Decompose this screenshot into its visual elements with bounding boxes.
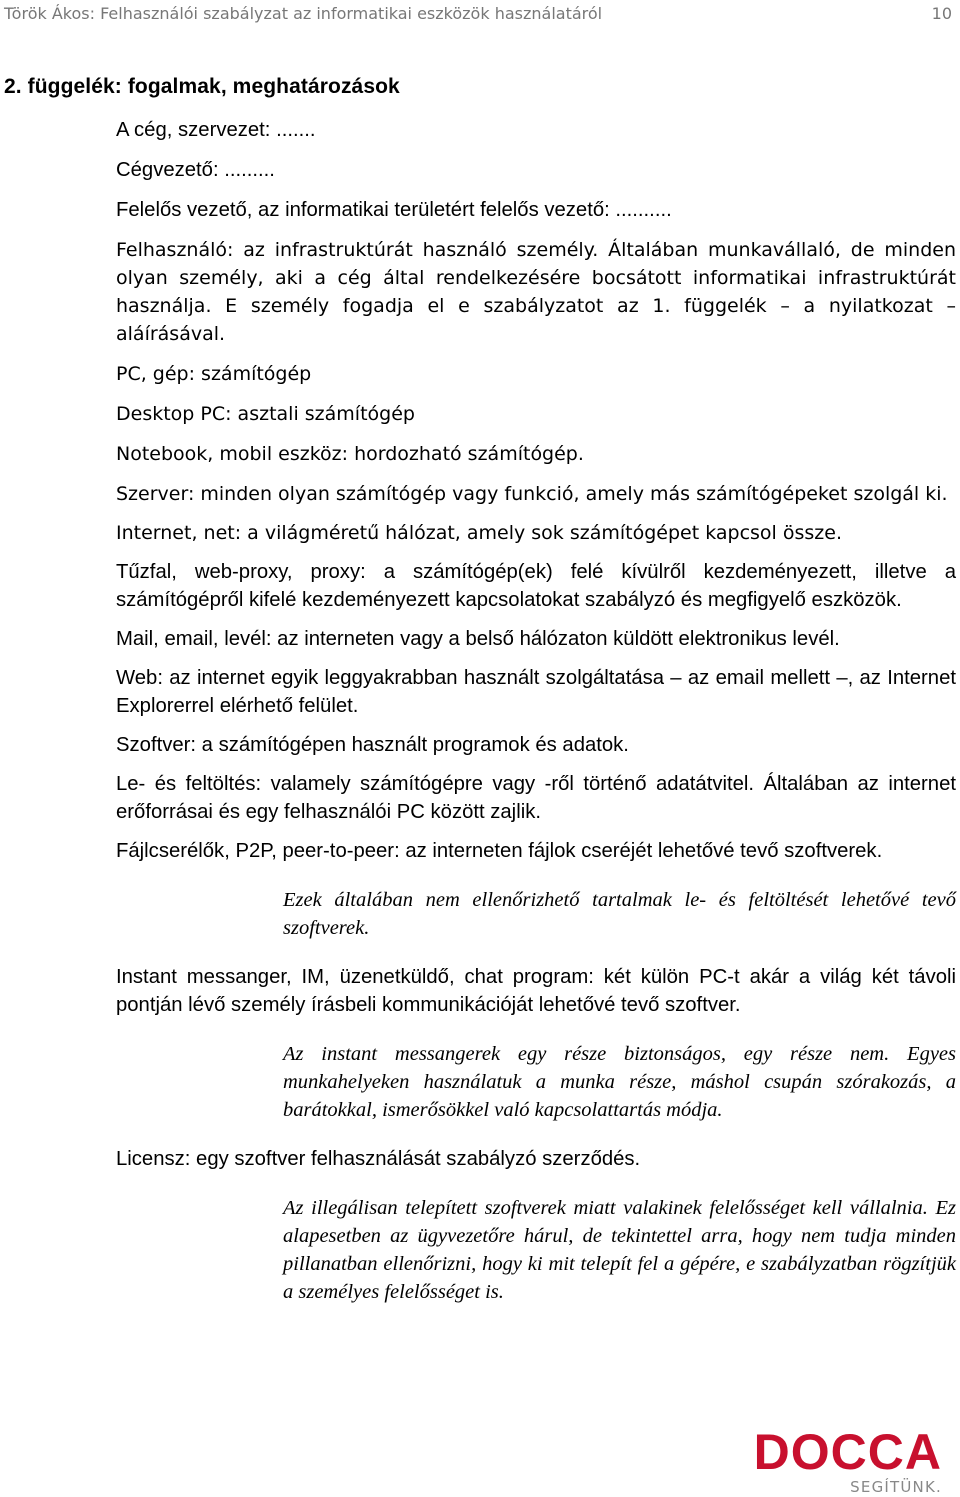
definition-pc: PC, gép: számítógép <box>116 363 312 385</box>
docca-logo <box>753 1424 942 1496</box>
note-p2p: Ezek általában nem ellenőrizhető tartalmak le- és feltöltését lehetővé tevő szoftverek. <box>283 889 956 939</box>
note-license: Az illegálisan telepített szoftverek miatt valakinek felelősséget kell vállalnia. Ez alapesetben az ügyvezetőre hárul, de tekintettel arra, hogy nem tudja minden pillanatban ellenőrizni, hogy ki mit telepít fel a gépére, e szabályzatban rögzítjük a személyes felelősséget is. <box>283 1197 956 1303</box>
definition-im: Instant messanger, IM, üzenetküldő, chat program: két külön PC-t akár a világ két távoli pontján lévő személy írásbeli kommunikációját lehetővé tevő szoftver. <box>116 966 956 1016</box>
definition-p2p: Fájlcserélők, P2P, peer-to-peer: az interneten fájlok cseréjét lehetővé tevő szoftverek. <box>116 840 883 862</box>
definition-server: Szerver: minden olyan számítógép vagy funkció, amely más számítógépeket szolgál ki. <box>116 483 948 505</box>
definition-notebook: Notebook, mobil eszköz: hordozható számítógép. <box>116 443 584 465</box>
definition-desktop: Desktop PC: asztali számítógép <box>116 403 415 425</box>
definition-mail: Mail, email, levél: az interneten vagy a belső hálózaton küldött elektronikus levél. <box>116 628 840 650</box>
page-header <box>4 2 956 32</box>
logo-wordmark: DOCCA <box>753 1424 942 1480</box>
definition-firewall: Tűzfal, web-proxy, proxy: a számítógép(ek) felé kívülről kezdeményezett, illetve a számítógépről kifelé kezdeményezett kapcsolatokat szabályzó és megfigyelő eszközök. <box>116 561 956 611</box>
section-title: 2. függelék: fogalmak, meghatározások <box>4 75 400 98</box>
definition-ceo: Cégvezető: ......... <box>116 159 275 181</box>
header-title: Török Ákos: Felhasználói szabályzat az informatikai eszközök használatáról <box>4 4 603 23</box>
definition-user: Felhasználó: az infrastruktúrát használó személy. Általában munkavállaló, de minden olyan személy, aki a cég által rendelkezésére bocsátott informatikai infrastruktúrát használja. E személy fogadja el e szabályzatot az 1. függelék – a nyilatkozat – aláírásával. <box>116 239 956 345</box>
logo-tagline: SEGÍTÜNK. <box>850 1478 942 1496</box>
definition-transfer: Le- és feltöltés: valamely számítógépre vagy -ről történő adatátvitel. Általában az internet erőforrásai és egy felhasználói PC között zajlik. <box>116 773 956 823</box>
definition-responsible-manager: Felelős vezető, az informatikai területért felelős vezető: .......... <box>116 199 672 221</box>
definition-web: Web: az internet egyik leggyakrabban használt szolgáltatása – az email mellett –, az Internet Explorerrel elérhető felület. <box>116 667 956 717</box>
page-number: 10 <box>931 4 952 23</box>
note-im: Az instant messangerek egy része biztonságos, egy része nem. Egyes munkahelyeken használatuk a munka része, máshol csupán szórakozás, a barátokkal, ismerősökkel való kapcsolattartás módja. <box>283 1043 956 1121</box>
definition-internet: Internet, net: a világméretű hálózat, amely sok számítógépet kapcsol össze. <box>116 522 842 544</box>
definition-license: Licensz: egy szoftver felhasználását szabályzó szerződés. <box>116 1148 641 1170</box>
definition-software: Szoftver: a számítógépen használt programok és adatok. <box>116 734 629 756</box>
definitions-content <box>116 116 956 1327</box>
definition-company: A cég, szervezet: ....... <box>116 119 316 141</box>
